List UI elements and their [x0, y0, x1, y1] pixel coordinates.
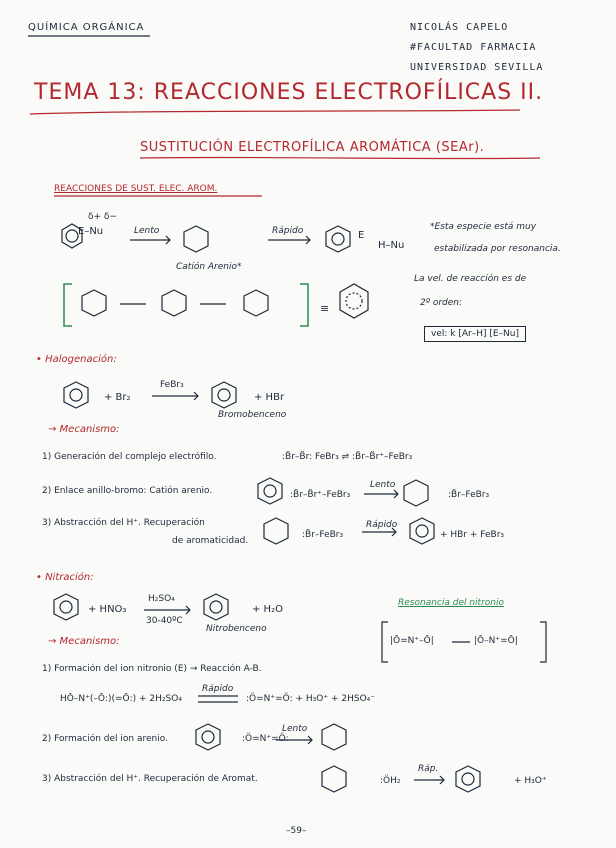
- note-line-4: 2º orden:: [420, 298, 463, 308]
- bromobenzene-ring-icon: [212, 382, 236, 408]
- author-faculty: #FACULTAD FARMACIA: [410, 42, 537, 53]
- halogenation-mechanism-heading: → Mecanismo:: [48, 424, 120, 435]
- resonance-ring-3-icon: [244, 290, 268, 316]
- halogenation-reagent: + Br₂: [104, 392, 131, 403]
- halogenation-catalyst: FeBr₃: [160, 380, 184, 390]
- charges-label: δ+ δ−: [88, 212, 117, 222]
- product-electrophile: E: [358, 230, 365, 241]
- page-subtitle: SUSTITUCIÓN ELECTROFÍLICA AROMÁTICA (SEAr).: [140, 140, 485, 155]
- nitration-mechanism-heading: → Mecanismo:: [48, 636, 120, 647]
- nitration-step-2-arrow: Lento: [282, 724, 308, 734]
- benzene-ring-icon: [62, 224, 82, 248]
- nitration-byproduct: + H₂O: [252, 604, 283, 615]
- resonance-bracket-right: [300, 284, 308, 326]
- step3-arenium-icon: [264, 518, 288, 544]
- nitration-step-1-arrow: Rápido: [202, 684, 234, 694]
- halogenation-step-3-reagent: :B̈r–FeBr₃: [302, 530, 344, 540]
- step3-arenium-nitro-icon: [322, 766, 346, 792]
- aromatic-circle-icon: [66, 230, 78, 242]
- halogenation-step-3-line-2: de aromaticidad.: [172, 536, 249, 546]
- nitration-reagent: + HNO₃: [88, 604, 127, 615]
- subtitle-underline: [140, 157, 540, 158]
- course-label: QUÍMICA ORGÁNICA: [28, 22, 145, 33]
- section-heading-nitration: • Nitración:: [36, 572, 94, 583]
- halogenation-step-3-arrow: Rápido: [366, 520, 398, 530]
- page-number: –59–: [286, 826, 307, 836]
- section-heading-halogenation: • Halogenación:: [36, 354, 117, 365]
- nitrobenzene-label: Nitrobenceno: [206, 624, 267, 634]
- nitrobenzene-ring-icon: [204, 594, 228, 620]
- nitration-step-1: 1) Formación del ion nitronio (E) → Reacción A-B.: [42, 664, 262, 674]
- step2-arenium-nitro-icon: [322, 724, 346, 750]
- nitronium-bracket-right: [540, 622, 546, 662]
- step2-ring-icon: [258, 478, 282, 504]
- resonance-equivalence: ≡: [320, 302, 330, 315]
- halogenation-step-3-products: + HBr + FeBr₃: [440, 530, 505, 540]
- benzene-ring-icon: [54, 594, 78, 620]
- product-ring-icon: [326, 226, 350, 252]
- arenium-label: Catión Arenio*: [176, 262, 242, 272]
- nitration-step-2: 2) Formación del ion arenio.: [42, 734, 168, 744]
- author-name: NICOLÁS CAPELO: [410, 22, 509, 33]
- step3-product-ring-icon: [410, 518, 434, 544]
- halogenation-step-2-reagent: :B̈r–B̈r⁺–FeBr₃: [290, 490, 351, 500]
- nitration-step-2-reagent: :Ö=N⁺=Ö:: [242, 734, 289, 744]
- product-hnu: H–Nu: [378, 240, 405, 251]
- halogenation-step-2-product: :B̈r–FeBr₃: [448, 490, 490, 500]
- resonance-ring-2-icon: [162, 290, 186, 316]
- step2-arenium-icon: [404, 480, 428, 506]
- nitration-conditions-bottom: 30-40ºC: [146, 616, 183, 626]
- note-line-1: *Esta especie está muy: [430, 222, 537, 232]
- benzene-ring-icon: [64, 382, 88, 408]
- nitration-step-3-reagent: :ÖH₂: [380, 776, 401, 786]
- nitration-conditions-top: H₂SO₄: [148, 594, 175, 604]
- nitration-step-3-arrow: Ráp.: [418, 764, 439, 774]
- nitration-step-1-right: :Ö=N⁺=Ö: + H₃O⁺ + 2HSO₄⁻: [246, 694, 376, 704]
- nitration-step-1-left: HŌ–N⁺(–Ō:)(=Ō:) + 2H₂SO₄: [60, 694, 182, 704]
- resonance-ring-1-icon: [82, 290, 106, 316]
- nitration-step-3-products: + H₃O⁺: [514, 776, 547, 786]
- bromobenzene-label: Bromobenceno: [218, 410, 287, 420]
- hybrid-ring-icon: [340, 284, 368, 318]
- author-university: UNIVERSIDAD SEVILLA: [410, 62, 544, 73]
- halogenation-step-1: 1) Generación del complejo electrófilo.: [42, 452, 217, 462]
- halogenation-step-2-arrow: Lento: [370, 480, 396, 490]
- section-heading-general: REACCIONES DE SUST. ELEC. AROM.: [54, 184, 218, 194]
- electrophile-reagent: E–Nu: [78, 226, 104, 237]
- title-underline: [30, 110, 520, 114]
- note-line-3: La vel. de reacción es de: [414, 274, 527, 284]
- nitration-step-3: 3) Abstracción del H⁺. Recuperación de Aromat.: [42, 774, 258, 784]
- halogenation-step-2: 2) Enlace anillo-bromo: Catión arenio.: [42, 486, 213, 496]
- nitronium-bracket-left: [382, 622, 388, 662]
- slow-arrow-label: Lento: [134, 226, 160, 236]
- halogenation-step-1-equation: :B̈r–B̈r: FeBr₃ ⇌ :B̈r–B̈r⁺–FeBr₃: [282, 452, 413, 462]
- rate-law-box: vel: k [Ar–H] [E–Nu]: [424, 326, 526, 342]
- note-line-2: estabilizada por resonancia.: [434, 244, 561, 254]
- page-title: TEMA 13: REACCIONES ELECTROFÍLICAS II.: [34, 80, 544, 105]
- nitronium-resonance-right: |Ō–N⁺=Ō|: [474, 636, 518, 646]
- arenium-ring-icon: [184, 226, 208, 252]
- halogenation-step-3-line-1: 3) Abstracción del H⁺. Recuperación: [42, 518, 205, 528]
- step2-nitration-ring-icon: [196, 724, 220, 750]
- nitronium-resonance-heading: Resonancia del nitronio: [398, 598, 504, 608]
- halogenation-byproduct: + HBr: [254, 392, 285, 403]
- nitronium-resonance-left: |Ō=N⁺–Ō|: [390, 636, 434, 646]
- resonance-bracket-left: [64, 284, 72, 326]
- nitrobenzene-product-ring-icon: [456, 766, 480, 792]
- fast-arrow-label: Rápido: [272, 226, 304, 236]
